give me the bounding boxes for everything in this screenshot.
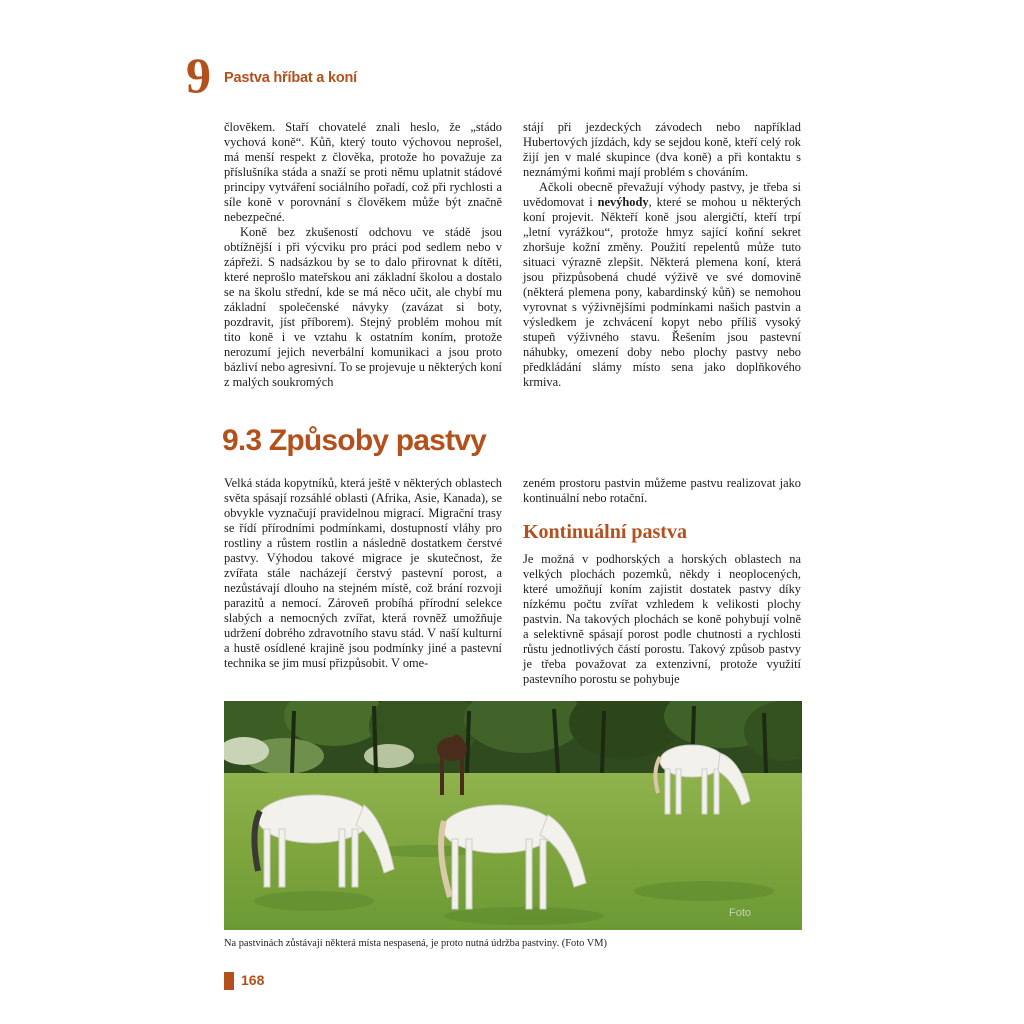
page-marker — [224, 972, 234, 990]
figure-caption: Na pastvinách zůstávají některá místa nespasená, je proto nutná údržba pastviny. (Foto VM) — [224, 938, 607, 949]
text-column-bottom-left — [224, 476, 502, 671]
paragraph: člověkem. Staří chovatelé znali heslo, že „stádo vychová koně“. Kůň, který touto výchovou neprošel, má menší respekt z člověka, protože ho považuje za příslušníka stáda a snaží se proti němu uplatnit stádové principy vytváření sociálního pořadí, což při rychlosti a síle koně v porovnání s člověkem může být značně nebezpečné. — [224, 120, 502, 224]
text-run: , které se mohou u některých koní projevit. Někteří koně jsou alergičtí, kteří trpí „letní vyrážkou“, protože hmyz sající koňní sekret zhoršuje kožní změny. Použití repelentů může tuto situaci výrazně zlepšit. Některá plemena koní, která jsou přizpůsobená chudé výživě ve své domovině (některá plemena pony, kabardinský kůň) se nemohou vyrovnat s výživnějšími podmínkami našich pastvin a výsledkem je zchvácení kopyt nebo příliš vysoký stupeň výživného stavu. Řešením jsou pastevní náhubky, omezení doby nebo plochy pastvy nebo předkládání slámy místo sena jako doplňkového krmiva. — [523, 195, 801, 389]
paragraph: zeném prostoru pastvin můžeme pastvu realizovat jako kontinuální nebo rotační. — [523, 476, 801, 505]
text-column-top-right — [523, 120, 801, 390]
chapter-title: Pastva hříbat a koní — [224, 70, 357, 86]
paragraph: stájí při jezdeckých závodech nebo například Hubertových jízdách, kdy se sejdou koně, kteří celý rok žijí jen v malé skupince (dva koně) a při kontaktu s neznámými koňmi mají problém s chováním. — [523, 120, 801, 179]
paragraph: Je možná v podhorských a horských oblastech na velkých plochách pozemků, někdy i neoplocených, které umožňují koním zajistit dostatek pastvy díky nízkému počtu zvířat vzhledem k velikosti plochy pastvin. Na takových plochách se koně pohybují volně a selektivně spásají porost podle chutnosti a rychlosti růstu jednotlivých částí porostu. Takový způsob pastvy je třeba považovat za extenzivní, protože využití pastevního porostu se pohybuje — [523, 552, 801, 686]
text-column-bottom-right — [523, 476, 801, 687]
chapter-number: 9 — [186, 47, 211, 103]
page-number: 168 — [241, 972, 265, 988]
horse-pasture-photo — [224, 701, 802, 930]
text-run: Ačkoli obecně převažují výhody pastvy, je třeba si uvědomovat i — [523, 180, 801, 209]
paragraph-disadvantages — [523, 180, 801, 390]
photo-watermark: Foto — [729, 907, 752, 919]
text-column-top-left — [224, 120, 502, 390]
section-heading: 9.3 Způsoby pastvy — [222, 424, 487, 457]
paragraph: Koně bez zkušeností odchovu ve stádě jsou obtížnější i při výcviku pro práci pod sedlem nebo v zápřeži. S nadsázkou by se to dalo přirovnat k dítěti, které neprošlo mateřskou ani základní školou a dostalo se na školu střední, kde se má něco učit, ale chybí mu základní společenské návyky (zavázat si boty, pozdravit, jíst příborem). Stejný problém mohou mít tito koně i ve vztahu k ostatním koním, protože nerozumí jejich neverbální komunikaci a jsou proto bázliví nebo agresivní. To se projevuje u některých koní z malých soukromých — [224, 225, 502, 389]
subheading: Kontinuální pastva — [523, 521, 687, 543]
paragraph: Velká stáda kopytníků, která ještě v některých oblastech světa spásají rozsáhlé oblasti (Afrika, Asie, Kanada), se obvykle vyznačují pravidelnou migrací. Migrační trasy se řídí přírodními podmínkami, dostupností vláhy pro rostliny a růstem rostlin a následně dostatkem čerstvé pastvy. Výhodou takové migrace je skutečnost, že zvířata stále nacházejí čerstvý pastevní porost, a nezůstávají dlouho na stejném místě, což brání rozvoji parazitů a nemocí. Zároveň probíhá přírodní selekce slabých a nemocných zvířat, která rovněž umožňuje udržení dobrého zdravotního stavu stád. V naší kulturní a hustě osídlené krajině jsou podmínky jiné a pastevní technika se jim musí přizpůsobit. V ome- — [224, 476, 503, 670]
bold-term: nevýhody — [597, 195, 649, 209]
